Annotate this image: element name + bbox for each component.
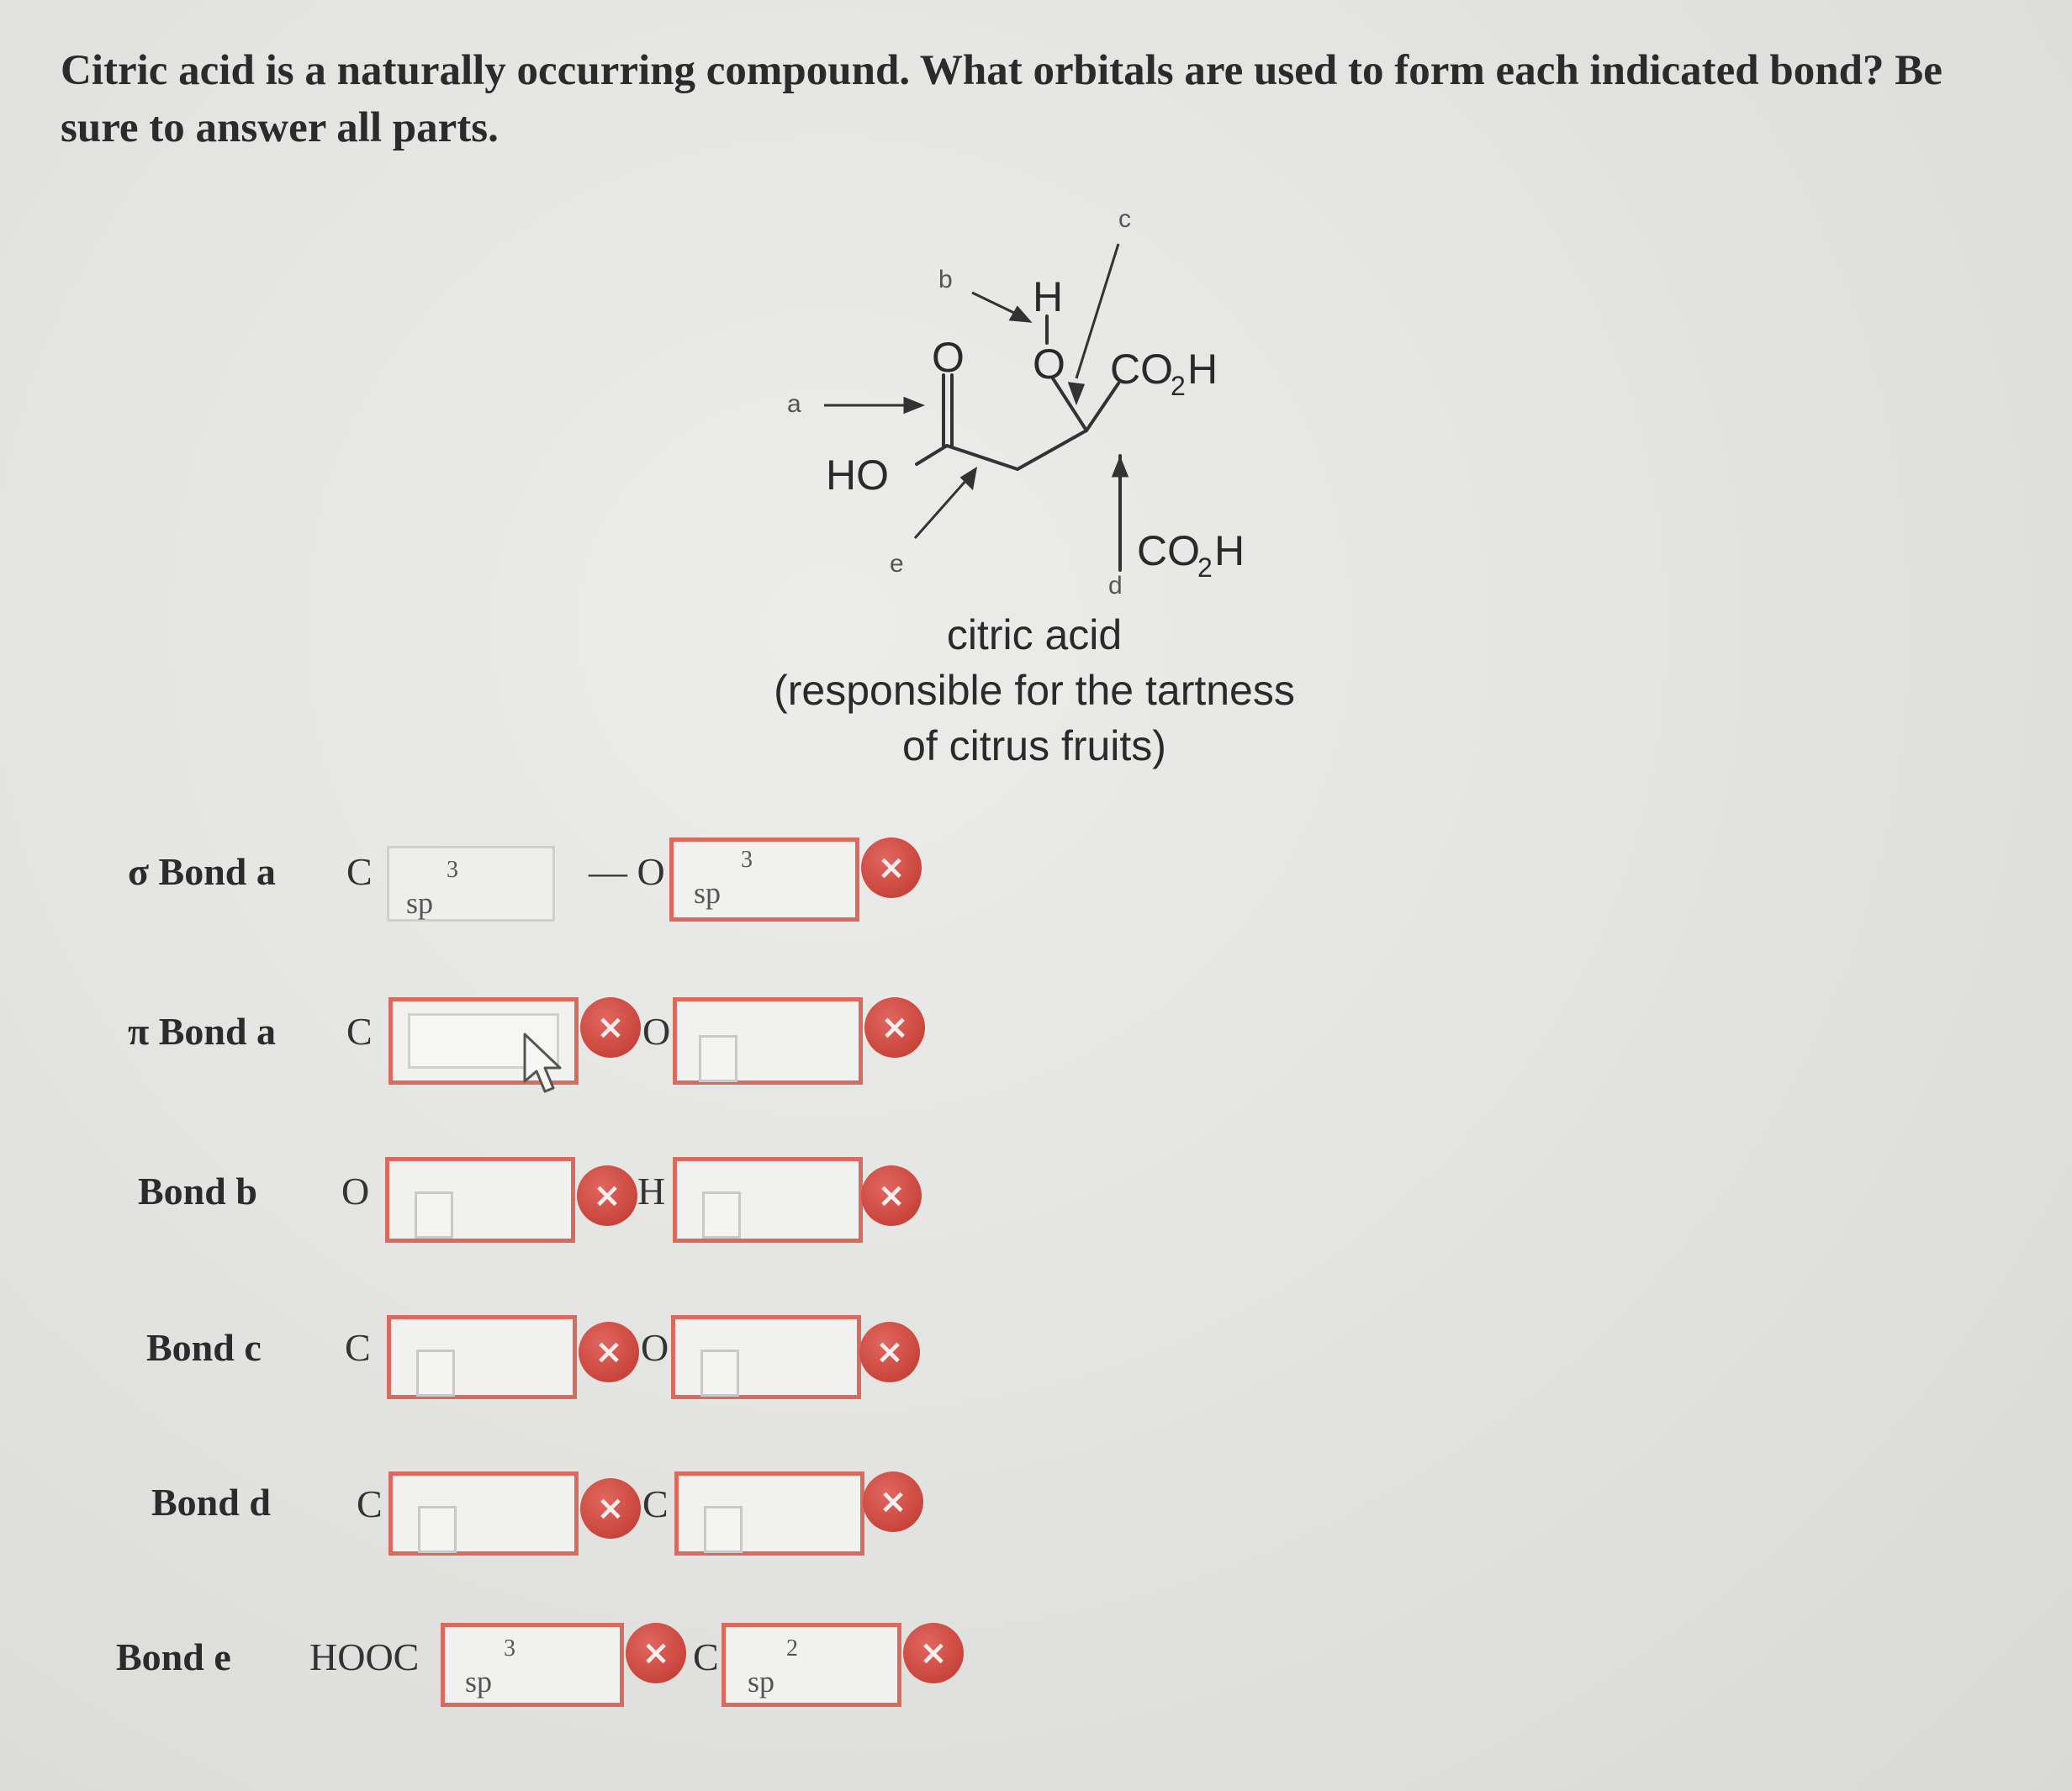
bond-e-orbital1-sup: 3 xyxy=(504,1635,515,1662)
sigma-bond-a-orbital1-sup: 3 xyxy=(447,857,458,883)
atom-o-carbonyl: O xyxy=(932,334,965,381)
pi-bond-a-atom1: C xyxy=(346,1010,373,1053)
co2h-top-main: CO xyxy=(1110,346,1173,393)
sigma-bond-a-orbital2-field[interactable] xyxy=(669,837,859,922)
bond-d-orbital1-field[interactable] xyxy=(388,1471,579,1556)
molecule-caption xyxy=(698,607,1371,774)
pi-bond-a-label: π Bond a xyxy=(128,1010,277,1053)
bond-c-clear-button[interactable]: × xyxy=(859,1322,920,1382)
co2h-top-end: H xyxy=(1187,346,1218,393)
arrow-e xyxy=(915,479,967,538)
atom-h: H xyxy=(1033,273,1064,320)
bond-d-atom2: C xyxy=(642,1482,669,1525)
label-b: b xyxy=(938,266,953,293)
sigma-bond-a-orbital1-field[interactable] xyxy=(387,846,555,922)
bond-b-atom2: H xyxy=(637,1170,666,1212)
label-c: c xyxy=(1118,205,1131,233)
sigma-bond-a-orbital2-value: sp xyxy=(694,876,722,910)
pi-bond-a-atom2: O xyxy=(642,1010,671,1053)
bond-b-orbital1-input[interactable] xyxy=(415,1191,453,1239)
bond-b-orbital1-clear-button[interactable]: × xyxy=(577,1165,637,1226)
bond-b-orbital2-input[interactable] xyxy=(702,1191,741,1239)
bond-c-orbital1-clear-button[interactable]: × xyxy=(579,1322,639,1382)
pi-bond-a-orbital2-input[interactable] xyxy=(699,1035,737,1082)
bond-e-orbital1-clear-button[interactable]: × xyxy=(626,1623,686,1683)
bond-d-orbital1-clear-button[interactable]: × xyxy=(580,1478,641,1539)
atom-ho: HO xyxy=(826,452,889,499)
co2h-bottom-sub: 2 xyxy=(1197,552,1213,583)
bond-b-clear-button[interactable]: × xyxy=(861,1165,922,1226)
bond-e-atom1: HOOC xyxy=(309,1635,420,1678)
label-e: e xyxy=(890,550,904,578)
bond-d-clear-button[interactable]: × xyxy=(863,1471,923,1532)
bond-c-label: Bond c xyxy=(146,1326,262,1369)
pi-bond-a-orbital1-clear-button[interactable]: × xyxy=(580,997,641,1058)
label-d: d xyxy=(1108,572,1123,600)
bond-e-atom2: C xyxy=(693,1635,719,1678)
co2h-bottom-main: CO xyxy=(1137,527,1200,574)
bond-e-orbital1-value: sp xyxy=(465,1665,493,1699)
bond-d-label: Bond d xyxy=(151,1481,271,1524)
arrow-b xyxy=(972,293,1018,314)
bond-d-orbital1-input[interactable] xyxy=(418,1506,457,1553)
caption-line-1: citric acid xyxy=(946,611,1123,658)
bond-e-clear-button[interactable]: × xyxy=(903,1623,964,1683)
bond-d-orbital2-input[interactable] xyxy=(704,1506,743,1553)
bond-c-atom2: O xyxy=(641,1326,669,1369)
bond-b-atom1: O xyxy=(341,1170,370,1212)
bond-c-orbital1-field[interactable] xyxy=(387,1315,577,1399)
bond-c-atom1: C xyxy=(345,1326,371,1369)
c-ch2-bond xyxy=(947,446,1018,469)
sigma-bond-a-orbital2-sup: 3 xyxy=(741,847,753,873)
sigma-bond-a-clear-button[interactable]: × xyxy=(861,837,922,898)
bond-c-orbital2-field[interactable] xyxy=(671,1315,861,1399)
bond-c-orbital1-input[interactable] xyxy=(416,1350,455,1397)
caption-line-3: of citrus fruits) xyxy=(902,722,1166,769)
bond-e-orbital2-field[interactable] xyxy=(722,1623,901,1707)
pi-bond-a-orbital2-field[interactable] xyxy=(673,997,863,1085)
bond-e-orbital2-sup: 2 xyxy=(786,1635,798,1662)
bond-e-orbital1-field[interactable] xyxy=(441,1623,624,1707)
co2h-top-sub: 2 xyxy=(1171,371,1186,401)
sigma-bond-a-atom2: — O xyxy=(589,850,665,893)
bond-c-orbital2-input[interactable] xyxy=(700,1350,739,1397)
bond-d-atom1: C xyxy=(357,1482,383,1525)
question-text: Citric acid is a naturally occurring compound. What orbitals are used to form each indicated bond? Be sure to answer all parts. xyxy=(61,47,1942,151)
sigma-bond-a-orbital1-value: sp xyxy=(406,886,434,920)
caption-line-2: (responsible for the tartness xyxy=(774,667,1295,714)
bond-e-label: Bond e xyxy=(116,1635,231,1678)
mouse-pointer-icon xyxy=(521,1031,568,1098)
atom-o-hydroxyl: O xyxy=(1033,341,1065,388)
bond-e-orbital2-value: sp xyxy=(748,1665,775,1699)
ch2-c-bond xyxy=(1018,431,1086,469)
bond-b-orbital2-field[interactable] xyxy=(673,1157,863,1243)
co2h-bottom-end: H xyxy=(1214,527,1245,574)
sigma-bond-a-atom1: C xyxy=(346,850,373,893)
bond-d-orbital2-field[interactable] xyxy=(674,1471,864,1556)
sigma-bond-a-label: σ Bond a xyxy=(128,850,276,893)
bond-b-orbital1-field[interactable] xyxy=(385,1157,575,1243)
label-a: a xyxy=(787,390,801,418)
c-ho-bond xyxy=(917,446,947,464)
bond-b-label: Bond b xyxy=(138,1170,257,1212)
pi-bond-a-clear-button[interactable]: × xyxy=(864,997,925,1058)
